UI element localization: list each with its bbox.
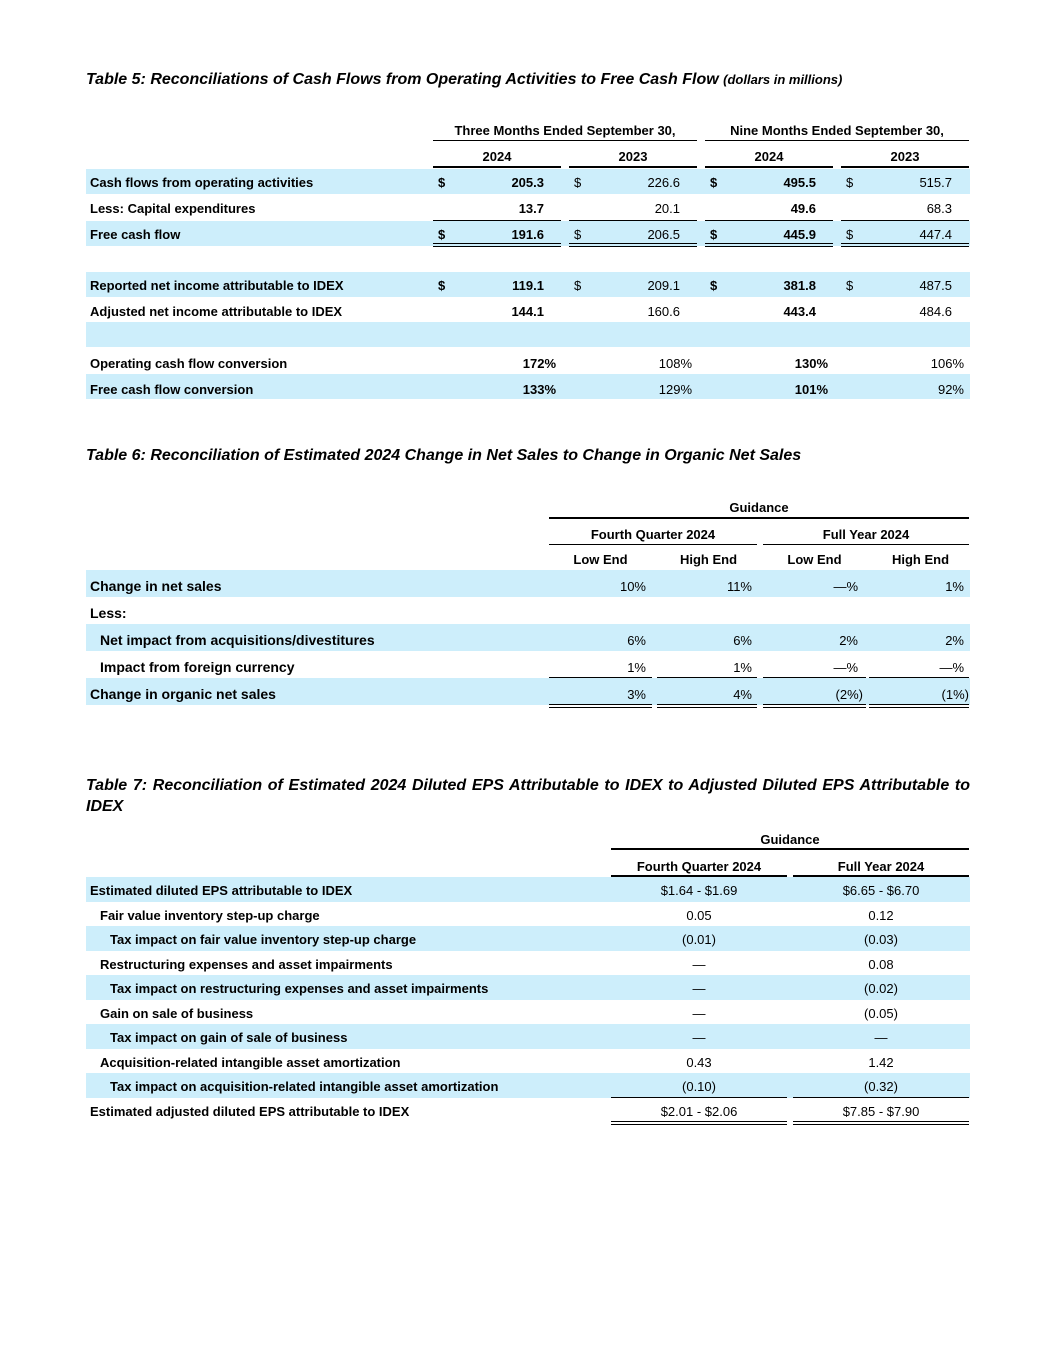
- t6-row-label: Net impact from acquisitions/divestitures: [100, 632, 375, 648]
- t7-value: —: [692, 957, 706, 972]
- table6-title: Table 6: Reconciliation of Estimated 2024 Change in Net Sales to Change in Organic Net Sales: [86, 447, 802, 464]
- t7-double-rule: [793, 1121, 969, 1125]
- t6-rule: [763, 677, 866, 678]
- t6-guidance-header: Guidance: [729, 500, 789, 515]
- t6-value: 1%: [945, 579, 964, 594]
- t6-row-label: Impact from foreign currency: [100, 659, 295, 675]
- t7-row-label: Estimated adjusted diluted EPS attributable to IDEX: [90, 1104, 410, 1119]
- t5-row-label: Free cash flow: [90, 227, 181, 242]
- t7-guidance-header: Guidance: [760, 832, 820, 847]
- t6-rule: [657, 677, 757, 678]
- t5-value: 101%: [794, 382, 828, 397]
- t6-value: —%: [833, 579, 858, 594]
- t5-rule: [433, 166, 561, 168]
- t5-currency-symbol: $: [710, 227, 718, 242]
- t5-row-label: Less: Capital expenditures: [90, 201, 256, 216]
- t6-value: (2%): [835, 687, 863, 702]
- t7-value: $1.64 - $1.69: [660, 883, 738, 898]
- t5-currency-symbol: $: [574, 278, 582, 293]
- t5-value: 191.6: [511, 227, 544, 242]
- t5-year-header: 2024: [482, 149, 512, 164]
- t7-row-label: Estimated diluted EPS attributable to IDEX: [90, 883, 353, 898]
- t5-value: 484.6: [919, 304, 952, 319]
- t5-value: 515.7: [919, 175, 952, 190]
- t5-value: 144.1: [511, 304, 544, 319]
- t7-value: —: [692, 981, 706, 996]
- t5-value: 172%: [522, 356, 556, 371]
- t5-currency-symbol: $: [846, 278, 854, 293]
- t5-currency-symbol: $: [710, 278, 718, 293]
- t5-value: 92%: [937, 382, 964, 397]
- t5-value: 108%: [658, 356, 692, 371]
- t6-double-rule: [869, 704, 969, 708]
- t5-year-header: 2023: [890, 149, 920, 164]
- t5-value: 133%: [522, 382, 556, 397]
- t5-value: 68.3: [926, 201, 952, 216]
- t7-value: 1.42: [868, 1055, 894, 1070]
- t7-value: $7.85 - $7.90: [842, 1104, 920, 1119]
- t6-rule: [549, 517, 969, 519]
- t6-value: 6%: [733, 633, 752, 648]
- t5-row-band: [86, 322, 970, 347]
- table5-title-text: Table 5: Reconciliations of Cash Flows from Operating Activities to Free Cash Flow: [86, 71, 719, 88]
- t5-double-rule: [569, 243, 697, 247]
- t5-value: 381.8: [783, 278, 816, 293]
- t7-double-rule: [611, 1121, 787, 1125]
- t7-value: 0.05: [686, 908, 712, 923]
- t5-value: 106%: [930, 356, 964, 371]
- t7-value: (0.05): [864, 1006, 898, 1021]
- t5-value: 205.3: [511, 175, 544, 190]
- t5-currency-symbol: $: [846, 227, 854, 242]
- t5-value: 226.6: [647, 175, 680, 190]
- t6-value: (1%): [941, 687, 969, 702]
- t5-rule: [569, 220, 697, 221]
- t6-rule: [549, 677, 652, 678]
- t7-rule: [611, 1097, 787, 1098]
- t5-value: 487.5: [919, 278, 952, 293]
- t5-currency-symbol: $: [710, 175, 718, 190]
- t5-currency-symbol: $: [846, 175, 854, 190]
- t7-value: —: [874, 1030, 888, 1045]
- t7-value: $6.65 - $6.70: [842, 883, 920, 898]
- t6-rule: [763, 544, 969, 545]
- t7-rule: [611, 848, 969, 850]
- t5-group-header-nine-months: Nine Months Ended September 30,: [730, 123, 944, 138]
- t5-rule: [569, 166, 697, 168]
- t7-period-header: Fourth Quarter 2024: [636, 859, 762, 874]
- t5-row-label: Free cash flow conversion: [90, 382, 254, 397]
- t5-double-rule: [433, 243, 561, 247]
- t6-value: 10%: [619, 579, 646, 594]
- table5-subtitle: (dollars in millions): [723, 72, 843, 87]
- t5-row-label: Cash flows from operating activities: [90, 175, 314, 190]
- t5-rule: [705, 166, 833, 168]
- t7-value: (0.32): [864, 1079, 898, 1094]
- t6-rule: [869, 677, 969, 678]
- t7-row-label: Tax impact on gain of sale of business: [110, 1030, 348, 1045]
- t5-value: 443.4: [783, 304, 816, 319]
- t5-currency-symbol: $: [438, 227, 446, 242]
- t6-value: 11%: [726, 579, 752, 594]
- t5-double-rule: [841, 243, 969, 247]
- t6-end-header: Low End: [787, 552, 842, 567]
- t7-value: (0.02): [864, 981, 898, 996]
- t5-value: 206.5: [647, 227, 680, 242]
- t7-row-label: Tax impact on fair value inventory step-up charge: [110, 932, 417, 947]
- t5-value: 209.1: [647, 278, 680, 293]
- t5-rule: [433, 140, 697, 141]
- t7-row-label: Gain on sale of business: [100, 1006, 254, 1021]
- t6-value: —%: [939, 660, 964, 675]
- t6-value: 1%: [733, 660, 752, 675]
- t7-value: 0.43: [686, 1055, 712, 1070]
- t5-currency-symbol: $: [438, 175, 446, 190]
- t5-currency-symbol: $: [438, 278, 446, 293]
- t7-value: —: [692, 1006, 706, 1021]
- t6-value: —%: [833, 660, 858, 675]
- t7-value: 0.08: [868, 957, 894, 972]
- t6-row-label: Change in organic net sales: [90, 686, 276, 702]
- t6-value: 3%: [627, 687, 646, 702]
- t7-row-label: Acquisition-related intangible asset amortization: [100, 1055, 401, 1070]
- t6-value: 2%: [945, 633, 964, 648]
- t6-period-header: Full Year 2024: [822, 527, 910, 542]
- t7-value: $2.01 - $2.06: [660, 1104, 738, 1119]
- t7-row-label: Fair value inventory step-up charge: [100, 908, 320, 923]
- t5-value: 119.1: [512, 278, 544, 293]
- t6-end-header: High End: [679, 552, 738, 567]
- t7-value: (0.01): [682, 932, 716, 947]
- t5-value: 495.5: [783, 175, 816, 190]
- t5-value: 13.7: [518, 201, 544, 216]
- t5-value: 49.6: [790, 201, 816, 216]
- t5-currency-symbol: $: [574, 227, 582, 242]
- t5-value: 445.9: [783, 227, 816, 242]
- t5-row-label: Operating cash flow conversion: [90, 356, 288, 371]
- t6-value: 6%: [627, 633, 646, 648]
- t5-value: 20.1: [654, 201, 680, 216]
- t7-value: —: [692, 1030, 706, 1045]
- t6-double-rule: [657, 704, 757, 708]
- t7-value: (0.10): [682, 1079, 716, 1094]
- t6-period-header: Fourth Quarter 2024: [590, 527, 716, 542]
- t5-rule: [841, 220, 969, 221]
- t7-row-label: Tax impact on restructuring expenses and asset impairments: [110, 981, 489, 996]
- t5-rule: [705, 140, 969, 141]
- t6-value: 1%: [627, 660, 646, 675]
- t6-double-rule: [549, 704, 652, 708]
- t5-year-header: 2024: [754, 149, 784, 164]
- t6-rule: [549, 544, 757, 545]
- t7-row-label: Tax impact on acquisition-related intangible asset amortization: [110, 1079, 499, 1094]
- t6-value: 4%: [733, 687, 752, 702]
- t7-rule: [793, 1097, 969, 1098]
- t7-value: 0.12: [868, 908, 894, 923]
- t7-period-header: Full Year 2024: [837, 859, 925, 874]
- t5-value: 130%: [794, 356, 828, 371]
- t5-row-label: Reported net income attributable to IDEX: [90, 278, 344, 293]
- table7-title: Table 7: Reconciliation of Estimated 2024 Diluted EPS Attributable to IDEX to Adjusted Diluted EPS Attributable to IDEX: [86, 777, 970, 815]
- t7-value: (0.03): [864, 932, 898, 947]
- t5-group-header-three-months: Three Months Ended September 30,: [454, 123, 676, 138]
- t5-value: 160.6: [647, 304, 680, 319]
- t5-double-rule: [705, 243, 833, 247]
- t5-row-label: Adjusted net income attributable to IDEX: [90, 304, 343, 319]
- t5-rule: [705, 220, 833, 221]
- t6-value: 2%: [839, 633, 858, 648]
- t6-double-rule: [763, 704, 866, 708]
- t7-row-label: Restructuring expenses and asset impairments: [100, 957, 393, 972]
- t5-year-header: 2023: [618, 149, 648, 164]
- t5-rule: [841, 166, 969, 168]
- t6-row-label: Less:: [90, 605, 127, 621]
- t6-row-label: Change in net sales: [90, 578, 222, 594]
- t6-end-header: Low End: [573, 552, 628, 567]
- table5-title: [86, 71, 842, 89]
- t6-end-header: High End: [891, 552, 950, 567]
- t5-rule: [433, 220, 561, 221]
- t5-currency-symbol: $: [574, 175, 582, 190]
- t5-value: 447.4: [919, 227, 952, 242]
- t5-value: 129%: [658, 382, 692, 397]
